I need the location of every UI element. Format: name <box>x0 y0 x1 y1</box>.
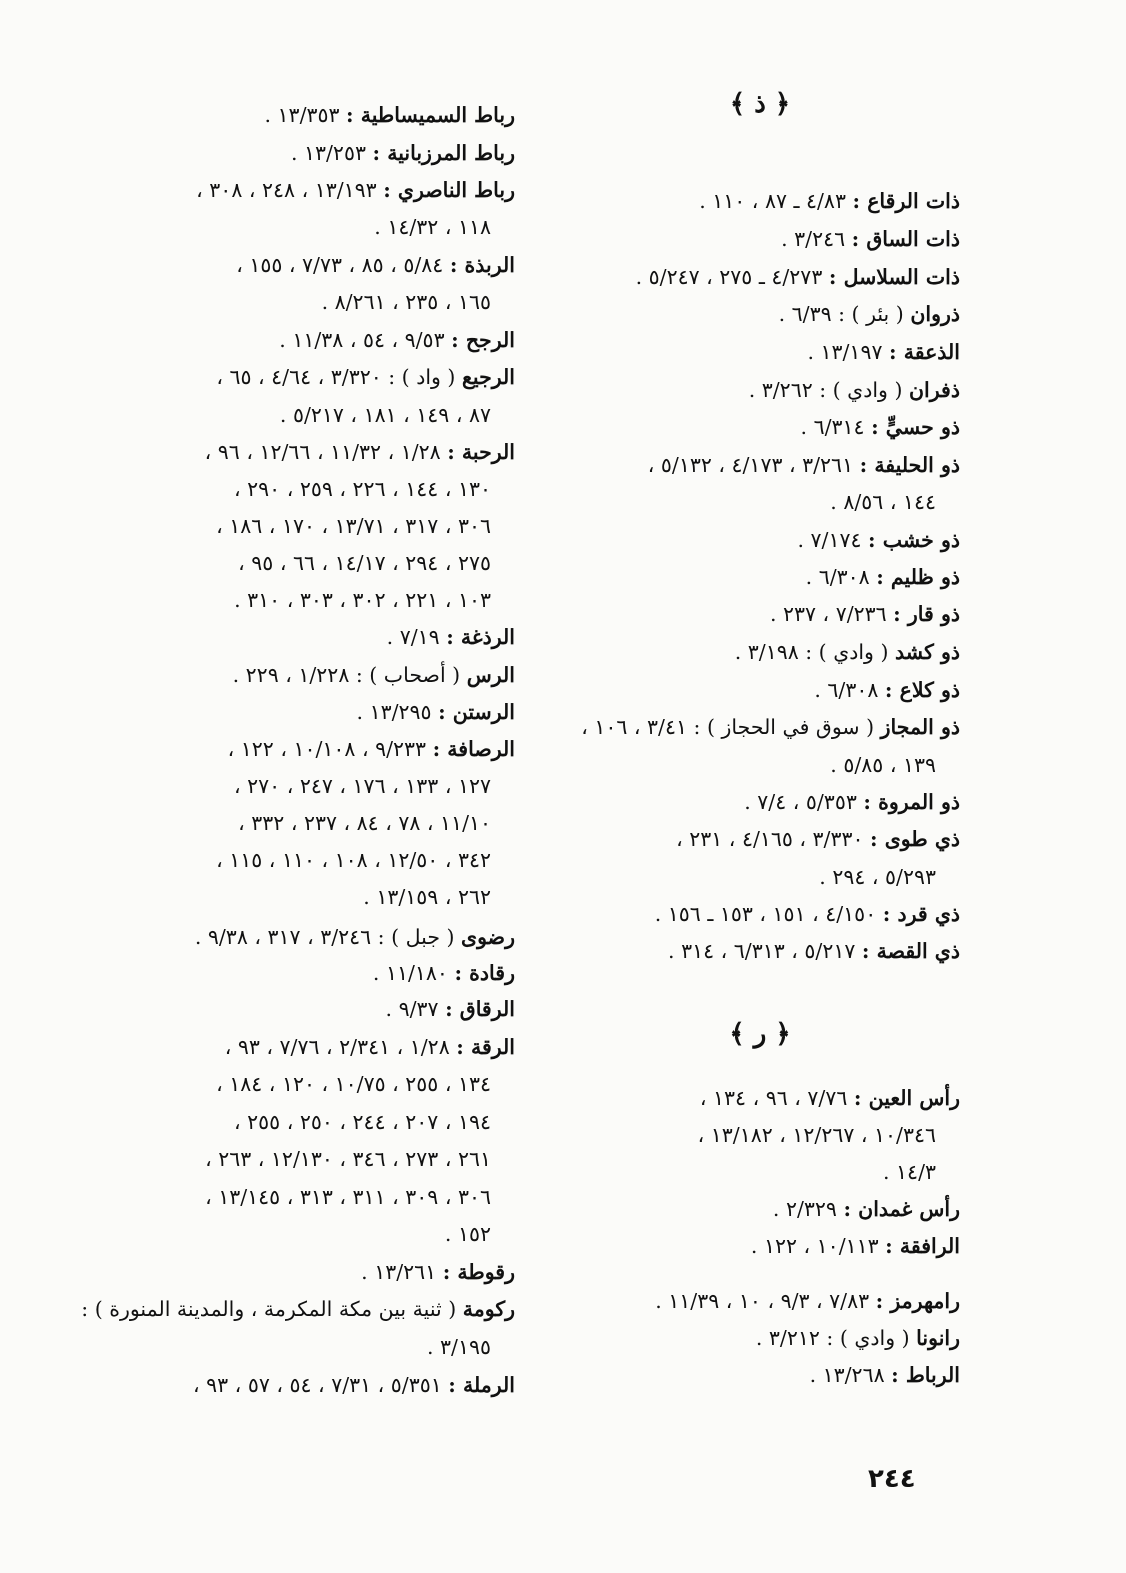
entry-continuation: ١٣٠ ، ١٤٤ ، ٢٢٦ ، ٢٥٩ ، ٢٩٠ ، <box>234 477 491 501</box>
entry-refs: ٥/٨٤ ، ٨٥ ، ٧/٧٣ ، ١٥٥ ، <box>236 253 444 277</box>
entry-name: الربذة : <box>449 253 515 277</box>
entry-continuation: ٢٧٥ ، ٢٩٤ ، ١٤/١٧ ، ٦٦ ، ٩٥ ، <box>238 551 491 575</box>
entry-refs: ١١/١٨٠ . <box>372 961 448 985</box>
index-entry <box>770 599 960 629</box>
entry-name: رقوطة : <box>442 1260 515 1284</box>
index-entry <box>228 734 515 764</box>
index-entry <box>205 437 515 467</box>
entry-name: الرذغة : <box>446 625 515 649</box>
entry-continuation: ١٥٢ . <box>444 1222 491 1246</box>
index-entry <box>676 824 960 854</box>
entry-refs: ١٣/٢٩٥ . <box>356 700 432 724</box>
entry-continuation: ١٩٤ ، ٢٠٧ ، ٢٤٤ ، ٢٥٠ ، ٢٥٥ ، <box>234 1110 491 1134</box>
entry-name: الرجح : <box>451 328 515 352</box>
entry-refs: ١/٢٨ ، ٢/٣٤١ ، ٧/٧٦ ، ٩٣ ، <box>224 1035 450 1059</box>
index-entry <box>655 899 960 929</box>
entry-refs: ٩/٥٣ ، ٥٤ ، ١١/٣٨ . <box>279 328 445 352</box>
index-entry <box>357 697 515 727</box>
entry-continuation: ٥/٢٩٣ ، ٢٩٤ . <box>819 865 936 889</box>
entry-refs: ١٣/٣٥٣ . <box>264 103 340 127</box>
entry-refs: ٥/٣٥٣ ، ٧/٤ . <box>744 790 857 814</box>
entry-refs: ١٣/١٩٧ . <box>807 340 883 364</box>
index-entry <box>801 412 960 442</box>
entry-name: ذو كشد <box>895 640 960 664</box>
entry-continuation: ٣٤٢ ، ١٢/٥٠ ، ١٠٨ ، ١١٠ ، ١١٥ ، <box>216 848 491 872</box>
entry-refs: ٦/٣٠٨ . <box>814 678 879 702</box>
entry-refs: ١/٢٨ ، ١١/٣٢ ، ١٢/٦٦ ، ٩٦ ، <box>204 440 441 464</box>
index-entry <box>196 175 515 205</box>
entry-name: ذو ظليم : <box>876 565 960 589</box>
entry-refs: ( ثنية بين مكة المكرمة ، والمدينة المنورة ) : <box>81 1297 457 1321</box>
entry-name: الرس <box>466 663 515 687</box>
index-entry <box>361 1257 515 1287</box>
entry-refs: ١٠/١١٣ ، ١٢٢ . <box>750 1234 879 1258</box>
entry-name: الرقة : <box>456 1035 515 1059</box>
entry-name: ذو المروة : <box>863 790 960 814</box>
index-entry <box>735 637 960 667</box>
entry-refs: ٧/٢٣٦ ، ٢٣٧ . <box>769 602 887 626</box>
entry-name: ذو المجاز <box>880 715 960 739</box>
entry-continuation: ١١٨ ، ١٤/٣٢ . <box>374 215 491 239</box>
entry-refs: ( سوق في الحجاز ) : ٣/٤١ ، ١٠٦ ، <box>581 715 875 739</box>
index-entry <box>279 325 515 355</box>
index-entry <box>700 1083 960 1113</box>
entry-name: رباط الناصري : <box>383 178 515 202</box>
entry-name: الرجيع <box>461 365 515 389</box>
entry-refs: ٢/٣٢٩ . <box>772 1197 837 1221</box>
index-entry <box>648 450 960 480</box>
entry-refs: ( جبل ) : ٣/٢٤٦ ، ٣١٧ ، ٩/٣٨ . <box>194 925 455 949</box>
entry-name: ذو قار : <box>893 602 960 626</box>
entry-continuation: ١٠٣ ، ٢٢١ ، ٣٠٢ ، ٣٠٣ ، ٣١٠ . <box>234 588 491 612</box>
index-entry <box>236 250 515 280</box>
index-entry <box>581 712 960 742</box>
index-entry <box>814 675 960 705</box>
entry-name: الرملة : <box>448 1373 515 1397</box>
index-entry <box>265 100 516 130</box>
entry-name: الرباط : <box>891 1363 960 1387</box>
entry-continuation: ١٦٥ ، ٢٣٥ ، ٨/٢٦١ . <box>321 290 491 314</box>
entry-refs: ٧/١٩ . <box>386 625 440 649</box>
entry-name: ركومة <box>462 1297 515 1321</box>
entry-continuation: ١٢٧ ، ١٣٣ ، ١٧٦ ، ٢٤٧ ، ٢٧٠ ، <box>234 774 491 798</box>
entry-refs: ( واد ) : ٣/٣٢٠ ، ٤/٦٤ ، ٦٥ ، <box>216 365 456 389</box>
index-entry <box>744 787 960 817</box>
entry-name: الرحبة : <box>447 440 515 464</box>
entry-continuation: ٢٦١ ، ٢٧٣ ، ٣٤٦ ، ١٢/١٣٠ ، ٢٦٣ ، <box>205 1147 491 1171</box>
index-entry <box>233 660 515 690</box>
entry-refs: ٤/١٥٠ ، ١٥١ ، ١٥٣ ـ ١٥٦ . <box>654 902 877 926</box>
entry-name: ذفران <box>909 378 960 402</box>
entry-refs: ٧/١٧٤ . <box>797 528 862 552</box>
entry-refs: ٦/٣٠٨ . <box>805 565 870 589</box>
index-entry <box>773 1194 960 1224</box>
index-entry <box>810 1360 960 1390</box>
entry-refs: ٩/٢٣٣ ، ١٠/١٠٨ ، ١٢٢ ، <box>227 737 427 761</box>
entry-name: رضوى <box>461 925 515 949</box>
entry-name: الرستن : <box>438 700 515 724</box>
entry-refs: ١٣/١٩٣ ، ٢٤٨ ، ٣٠٨ ، <box>196 178 377 202</box>
entry-continuation: ١٤٤ ، ٨/٥٦ . <box>830 490 936 514</box>
entry-name: ذروان <box>910 302 960 326</box>
index-entry <box>225 1032 515 1062</box>
entry-continuation: ١٠/٣٤٦ ، ١٢/٢٦٧ ، ١٣/١٨٢ ، <box>697 1123 936 1147</box>
entry-refs: ٥/٢١٧ ، ٦/٣١٣ ، ٣١٤ . <box>668 939 856 963</box>
entry-continuation: ٣٠٦ ، ٣١٧ ، ١٣/٧١ ، ١٧٠ ، ١٨٦ ، <box>216 514 491 538</box>
entry-name: رأس العين : <box>853 1086 960 1110</box>
entry-continuation: ١٣٤ ، ٢٥٥ ، ١٠/٧٥ ، ١٢٠ ، ١٨٤ ، <box>216 1072 491 1096</box>
entry-name: رقادة : <box>454 961 515 985</box>
entry-name: ذو الحليفة : <box>859 453 960 477</box>
entry-continuation: ١٤/٣ . <box>883 1160 936 1184</box>
entry-refs: ١٣/٢٦١ . <box>361 1260 437 1284</box>
entry-name: رباط السميساطية : <box>346 103 515 127</box>
entry-continuation: ١١/١٠ ، ٧٨ ، ٨٤ ، ٢٣٧ ، ٣٣٢ ، <box>238 811 491 835</box>
entry-name: ذات السلاسل : <box>828 265 960 289</box>
entry-continuation: ٢٦٢ ، ١٣/١٥٩ . <box>363 885 491 909</box>
index-entry <box>781 224 960 254</box>
entry-refs: ٩/٣٧ . <box>385 997 439 1021</box>
entry-name: رأس غمدان : <box>843 1197 960 1221</box>
entry-refs: ٣/٣٣٠ ، ٤/١٦٥ ، ٢٣١ ، <box>676 827 864 851</box>
index-entry <box>373 958 515 988</box>
entry-refs: ( وادي ) : ٣/٢١٢ . <box>755 1326 910 1350</box>
index-entry <box>699 186 960 216</box>
section-header-ra: ﴿ ر ﴾ <box>729 1019 791 1049</box>
entry-refs: ٧/٨٣ ، ٩/٣ ، ١٠ ، ١١/٣٩ . <box>655 1289 870 1313</box>
entry-refs: ( وادي ) : ٣/١٩٨ . <box>734 640 889 664</box>
entry-name: رباط المرزبانية : <box>372 141 515 165</box>
index-entry <box>749 375 960 405</box>
entry-name: الرقاق : <box>445 997 515 1021</box>
entry-name: ذي طوى : <box>870 827 960 851</box>
entry-name: ذات الرقاع : <box>852 189 960 213</box>
entry-name: ذو كلاع : <box>884 678 960 702</box>
index-entry <box>387 622 515 652</box>
entry-name: ذو خشب : <box>868 528 960 552</box>
entry-refs: ١٣/٢٥٣ . <box>290 141 366 165</box>
index-entry <box>216 362 515 392</box>
index-entry <box>779 299 960 329</box>
section-header-dhal: ﴿ ذ ﴾ <box>729 89 791 119</box>
entry-name: رامهرمز : <box>875 1289 960 1313</box>
entry-refs: ٦/٣١٤ . <box>800 415 865 439</box>
index-entry <box>806 562 960 592</box>
entry-name: الرصافة : <box>432 737 515 761</box>
entry-name: الذعقة : <box>889 340 960 364</box>
entry-refs: ٣/٢٤٦ . <box>781 227 846 251</box>
entry-name: رانونا <box>916 1326 960 1350</box>
entry-name: ذات الساق : <box>851 227 960 251</box>
index-entry <box>636 262 960 292</box>
entry-name: الرافقة : <box>885 1234 960 1258</box>
index-entry <box>195 922 515 952</box>
entry-refs: ١٣/٢٦٨ . <box>809 1363 885 1387</box>
entry-refs: ( وادي ) : ٣/٢٦٢ . <box>748 378 903 402</box>
entry-refs: ٤/٢٧٣ ـ ٢٧٥ ، ٥/٢٤٧ . <box>635 265 823 289</box>
index-entry <box>655 1286 960 1316</box>
index-entry <box>756 1323 960 1353</box>
entry-refs: ( بئر ) : ٦/٣٩ . <box>778 302 904 326</box>
entry-refs: ٧/٧٦ ، ٩٦ ، ١٣٤ ، <box>699 1086 848 1110</box>
index-entry <box>291 138 515 168</box>
entry-refs: ( أصحاب ) : ١/٢٢٨ ، ٢٢٩ . <box>232 663 461 687</box>
entry-refs: ٣/٢٦١ ، ٤/١٧٣ ، ٥/١٣٢ ، <box>647 453 854 477</box>
index-entry <box>798 525 961 555</box>
index-entry <box>81 1294 515 1324</box>
entry-continuation: ١٣٩ ، ٥/٨٥ . <box>830 753 936 777</box>
entry-continuation: ٨٧ ، ١٤٩ ، ١٨١ ، ٥/٢١٧ . <box>279 403 491 427</box>
index-entry <box>668 936 960 966</box>
entry-name: ذو حسيٍّ : <box>871 415 960 439</box>
entry-continuation: ٣٠٦ ، ٣٠٩ ، ٣١١ ، ٣١٣ ، ١٣/١٤٥ ، <box>205 1185 491 1209</box>
entry-refs: ٥/٣٥١ ، ٧/٣١ ، ٥٤ ، ٥٧ ، ٩٣ ، <box>192 1373 442 1397</box>
entry-name: ذي قرد : <box>882 902 960 926</box>
index-entry <box>807 337 960 367</box>
page-number: ٢٤٤ <box>868 1464 916 1494</box>
entry-refs: ٤/٨٣ ـ ٨٧ ، ١١٠ . <box>699 189 846 213</box>
entry-name: ذي القصة : <box>861 939 960 963</box>
index-entry <box>193 1370 515 1400</box>
entry-continuation: ٣/١٩٥ . <box>427 1335 491 1359</box>
index-entry <box>751 1231 960 1261</box>
index-entry <box>386 994 515 1024</box>
